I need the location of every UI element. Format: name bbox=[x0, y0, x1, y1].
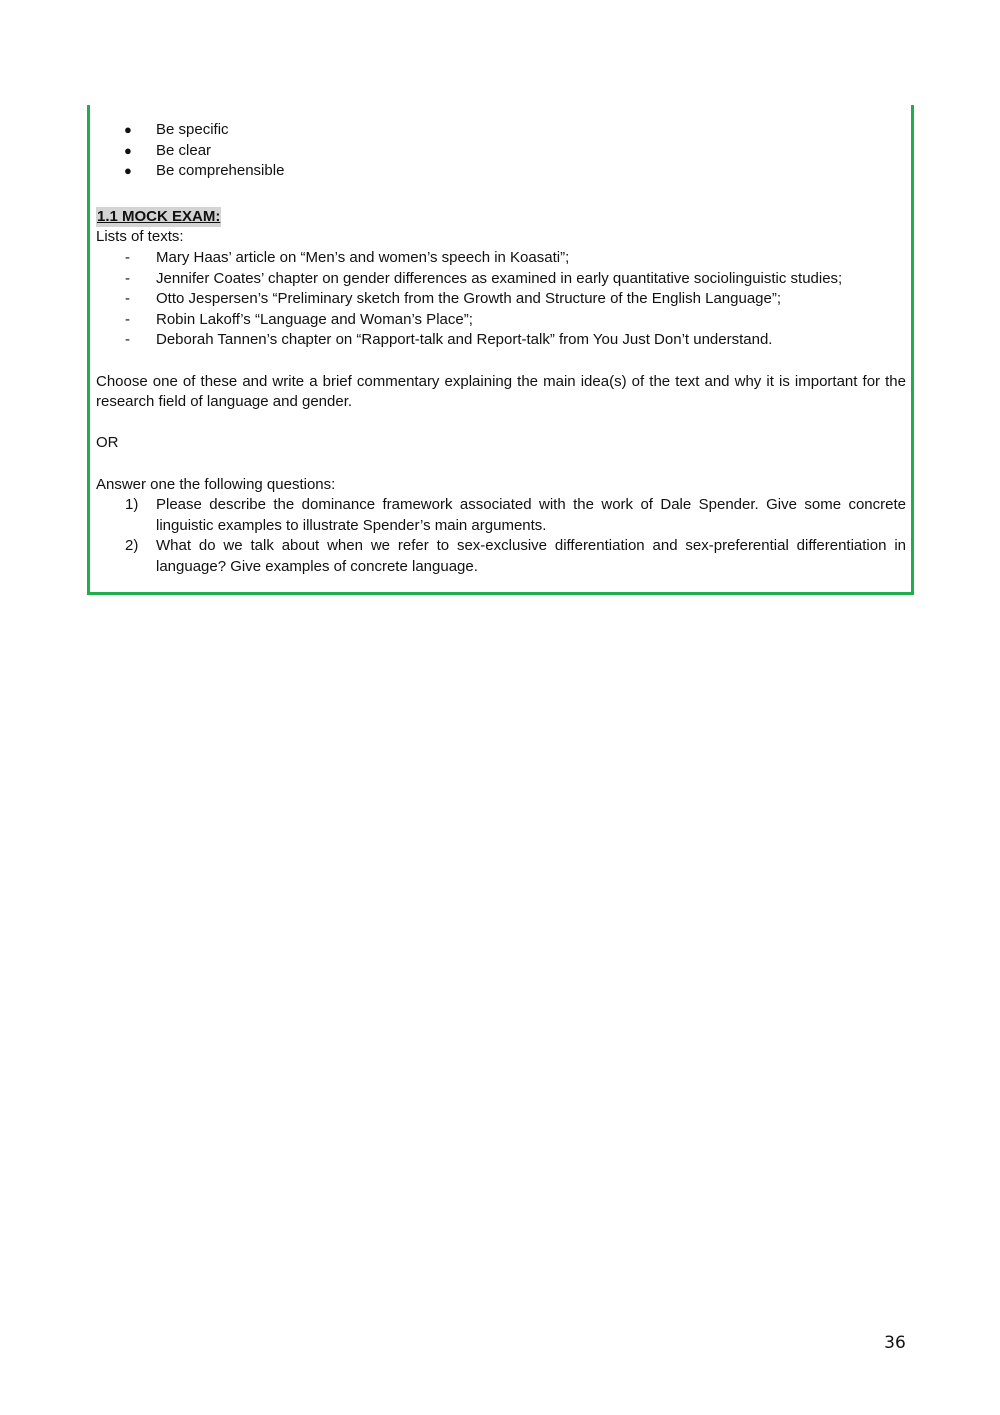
questions-intro: Answer one the following questions: bbox=[96, 475, 336, 493]
bullet-text: Be specific bbox=[156, 121, 229, 138]
text-entry: Mary Haas’ article on “Men’s and women’s speech in Koasati”; bbox=[156, 248, 570, 266]
commentary-instruction: Choose one of these and write a brief commentary explaining the main idea(s) of the text and why it is important for the research field of language and gender. bbox=[96, 372, 906, 411]
dash-marker: - bbox=[125, 331, 130, 349]
question-item bbox=[96, 495, 906, 536]
list-item bbox=[96, 330, 906, 351]
list-item bbox=[96, 141, 906, 162]
bullet-text: Be comprehensible bbox=[156, 162, 285, 180]
question-text: What do we talk about when we refer to sex-exclusive differentiation and sex-preferential differentiation in language? Give examples of concrete language. bbox=[156, 537, 906, 575]
or-label: OR bbox=[96, 434, 119, 452]
question-number: 2) bbox=[125, 537, 139, 555]
text-entry: Otto Jespersen’s “Preliminary sketch from the Growth and Structure of the English Language”; bbox=[156, 290, 782, 308]
spacer bbox=[96, 454, 906, 475]
list-item bbox=[96, 248, 906, 269]
questions-list bbox=[96, 495, 906, 577]
text-entry: Robin Lakoff’s “Language and Woman’s Place”; bbox=[156, 310, 473, 328]
question-text: Please describe the dominance framework associated with the work of Dale Spender. Give some concrete linguistic examples to illustrate Spender’s main arguments. bbox=[156, 496, 906, 534]
bullet-list bbox=[96, 120, 906, 182]
list-item bbox=[96, 269, 906, 290]
dash-marker: - bbox=[125, 248, 130, 266]
text-entry: Jennifer Coates’ chapter on gender differences as examined in early quantitative sociolinguistic studies; bbox=[156, 269, 843, 287]
list-item bbox=[96, 120, 906, 141]
question-number: 1) bbox=[125, 496, 139, 514]
texts-list bbox=[96, 248, 906, 351]
dash-marker: - bbox=[125, 310, 130, 328]
list-item bbox=[96, 310, 906, 331]
bullet-text: Be clear bbox=[156, 141, 212, 159]
bullet-icon: ● bbox=[124, 142, 132, 158]
list-item bbox=[96, 289, 906, 310]
question-item bbox=[96, 536, 906, 577]
bullet-icon: ● bbox=[124, 122, 132, 137]
page-content bbox=[96, 120, 906, 577]
spacer bbox=[96, 351, 906, 372]
list-intro: Lists of texts: bbox=[96, 228, 184, 246]
dash-marker: - bbox=[125, 269, 130, 287]
text-entry: Deborah Tannen’s chapter on “Rapport-talk and Report-talk” from You Just Don’t understand. bbox=[156, 331, 773, 349]
bullet-icon: ● bbox=[124, 163, 132, 179]
list-item bbox=[96, 161, 906, 182]
dash-marker: - bbox=[125, 290, 130, 308]
section-heading: 1.1 MOCK EXAM: bbox=[96, 207, 221, 228]
page-number: 36 bbox=[884, 1333, 906, 1353]
spacer bbox=[96, 413, 906, 434]
